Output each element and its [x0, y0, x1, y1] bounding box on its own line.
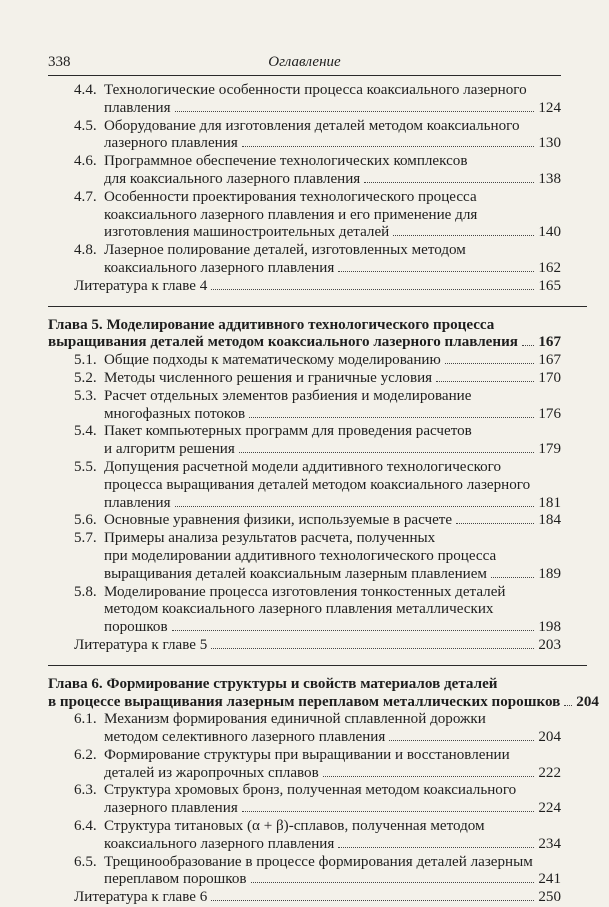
entry-text: в процессе выращивания лазерным переплавом металлических порошков	[48, 693, 561, 710]
literature-label: Литература к главе 5	[74, 636, 208, 653]
entry-body	[99, 512, 561, 530]
literature-label: Литература к главе 4	[74, 277, 208, 294]
leader-dots	[364, 182, 534, 183]
entry-number: 5.6.	[74, 512, 97, 529]
entry-last-line	[104, 619, 561, 637]
entry-text-line: Допущения расчетной модели аддитивного технологического	[104, 458, 502, 475]
toc-entry	[74, 459, 561, 512]
chapter-heading	[48, 317, 561, 353]
page-number: 338	[48, 54, 71, 70]
entry-last-line	[104, 729, 561, 747]
leader-dots	[211, 900, 534, 901]
running-title: Оглавление	[268, 54, 341, 70]
entry-text: изготовления машиностроительных деталей	[104, 224, 390, 241]
entry-text: деталей из жаропрочных сплавов	[104, 764, 319, 781]
entry-text: Основные уравнения физики, используемые в расчете	[104, 512, 453, 529]
entry-text-line: Лазерное полирование деталей, изготовленных методом	[104, 242, 466, 259]
leader-dots	[175, 111, 535, 112]
chapter-title-line: Глава 5. Моделирование аддитивного технологического процесса	[48, 316, 495, 333]
leader-dots	[436, 381, 534, 382]
entry-number: 5.7.	[74, 530, 97, 547]
entry-number: 5.1.	[74, 352, 97, 369]
entry-last-line	[104, 171, 561, 189]
page-reference: 222	[538, 764, 561, 781]
entry-text-line: Моделирование процесса изготовления тонкостенных деталей	[104, 583, 506, 600]
entry-text: Методы численного решения и граничные условия	[104, 369, 433, 386]
entry-body	[99, 854, 561, 890]
page-reference: 198	[538, 619, 561, 636]
entry-last-line	[104, 800, 561, 818]
leader-dots	[491, 577, 534, 578]
toc-entry	[74, 352, 561, 370]
entry-text: выращивания деталей методом коаксиального лазерного плавления	[48, 334, 518, 351]
toc-entry	[74, 242, 561, 278]
header-rule	[48, 75, 561, 76]
entry-last-line	[48, 334, 561, 352]
entry-text-line: Особенности проектирования технологического процесса	[104, 188, 477, 205]
entry-last-line	[104, 871, 561, 889]
entry-last-line	[104, 260, 561, 278]
entry-text-line: Трещинообразование в процессе формирования деталей лазерным	[104, 853, 533, 870]
leader-dots	[389, 740, 534, 741]
page-reference: 241	[538, 871, 561, 888]
entry-text-line: Формирование структуры при выращивании и восстановлении	[104, 746, 510, 763]
literature-label: Литература к главе 6	[74, 889, 208, 906]
leader-dots	[564, 705, 572, 706]
entry-number: 5.2.	[74, 369, 97, 386]
entry-last-line	[48, 693, 599, 712]
entry-last-line	[104, 100, 561, 118]
entry-number: 5.8.	[74, 583, 97, 600]
entry-text-line: процесса выращивания деталей методом коаксиального лазерного	[104, 476, 531, 493]
entry-text-line: Структура хромовых бронз, полученная методом коаксиального	[104, 782, 517, 799]
page-reference: 162	[538, 259, 561, 276]
entry-body	[99, 711, 561, 747]
entry-text: коаксиального лазерного плавления	[104, 259, 335, 276]
entry-text-line: Оборудование для изготовления деталей методом коаксиального	[104, 117, 520, 134]
entry-body	[99, 423, 561, 459]
toc-entry	[74, 512, 561, 530]
entry-body	[99, 189, 561, 242]
entry-body	[99, 153, 561, 189]
toc-entry	[74, 153, 561, 189]
entry-body	[99, 352, 561, 370]
page-reference: 250	[538, 889, 561, 906]
toc-entry	[74, 82, 561, 118]
leader-dots	[456, 523, 534, 524]
entry-text-line: Механизм формирования единичной сплавленной дорожки	[104, 711, 486, 728]
entry-body	[99, 242, 561, 278]
leader-dots	[323, 776, 535, 777]
page-reference: 167	[538, 334, 561, 351]
entry-text-line: Структура титановых (α + β)-сплавов, полученная методом	[104, 818, 485, 835]
chapter-heading	[48, 675, 599, 712]
entry-body	[99, 747, 561, 783]
leader-dots	[522, 345, 534, 346]
toc-entry	[74, 854, 561, 890]
leader-dots	[249, 417, 534, 418]
entry-text-line: Технологические особенности процесса коаксиального лазерного	[104, 82, 527, 98]
entry-last-line	[104, 406, 561, 424]
entry-text-line: коаксиального лазерного плавления и его применение для	[104, 206, 478, 223]
toc-entry	[74, 118, 561, 154]
toc-entry	[74, 818, 561, 854]
entry-text: для коаксиального лазерного плавления	[104, 170, 361, 187]
page-reference: 224	[538, 800, 561, 817]
entry-body	[99, 584, 561, 637]
page-reference: 184	[538, 512, 561, 529]
entry-last-line	[104, 352, 561, 370]
entry-body	[99, 530, 561, 583]
entry-number: 6.3.	[74, 782, 97, 799]
entry-body	[99, 118, 561, 154]
entry-text: лазерного плавления	[104, 135, 238, 152]
leader-dots	[445, 363, 535, 364]
entry-text-line: при моделировании аддитивного технологического процесса	[104, 547, 497, 564]
page-reference: 138	[538, 170, 561, 187]
entry-number: 5.3.	[74, 387, 97, 404]
chapter-separator	[48, 306, 587, 307]
literature-entry	[74, 637, 561, 655]
entry-text: плавления	[104, 494, 171, 511]
entry-text-line: методом коаксиального лазерного плавления металлических	[104, 601, 494, 618]
entry-text: плавления	[104, 99, 171, 116]
page-reference: 203	[538, 636, 561, 653]
entry-text: порошков	[104, 619, 168, 636]
chapter-title-line: Глава 6. Формирование структуры и свойств материалов деталей	[48, 675, 498, 692]
page-reference: 124	[538, 99, 561, 116]
entry-text: лазерного плавления	[104, 800, 238, 817]
toc-entry	[74, 423, 561, 459]
entry-number: 6.4.	[74, 818, 97, 835]
entry-text-line: Расчет отдельных элементов разбиения и моделирование	[104, 387, 472, 404]
entry-number: 4.8.	[74, 242, 97, 259]
entry-text-line: Примеры анализа результатов расчета, полученных	[104, 530, 436, 547]
entry-number: 4.4.	[74, 82, 97, 98]
entry-number: 5.5.	[74, 458, 97, 475]
entry-text: выращивания деталей коаксиальным лазерным плавлением	[104, 565, 487, 582]
entry-text: методом селективного лазерного плавления	[104, 729, 386, 746]
entry-number: 4.7.	[74, 188, 97, 205]
toc-entry	[74, 530, 561, 583]
entry-text: Общие подходы к математическому моделированию	[104, 352, 441, 369]
entry-number: 6.2.	[74, 746, 97, 763]
entry-number: 5.4.	[74, 423, 97, 440]
page-reference: 181	[538, 494, 561, 511]
toc-entry	[74, 747, 561, 783]
toc-entry	[74, 189, 561, 242]
leader-dots	[211, 648, 534, 649]
toc-entry	[74, 584, 561, 637]
entry-body	[99, 82, 561, 118]
leader-dots	[338, 847, 534, 848]
entry-last-line	[104, 836, 561, 854]
entry-last-line	[104, 512, 561, 530]
toc-entry	[74, 782, 561, 818]
page-reference: 179	[538, 441, 561, 458]
literature-entry	[74, 889, 561, 907]
entry-number: 6.1.	[74, 711, 97, 728]
entry-last-line	[104, 224, 561, 242]
leader-dots	[211, 289, 534, 290]
entry-last-line	[104, 495, 561, 513]
entry-text: многофазных потоков	[104, 405, 246, 422]
literature-entry	[74, 278, 561, 296]
toc-entry	[74, 370, 561, 388]
running-header	[48, 52, 561, 76]
entry-body	[99, 782, 561, 818]
page-reference: 170	[538, 369, 561, 386]
entry-last-line	[104, 441, 561, 459]
entry-number: 4.6.	[74, 153, 97, 170]
page-reference: 176	[538, 405, 561, 422]
entry-body	[99, 388, 561, 424]
page-reference: 130	[538, 135, 561, 152]
page-reference: 167	[538, 352, 561, 369]
table-of-contents	[48, 82, 599, 907]
entry-text: коаксиального лазерного плавления	[104, 835, 335, 852]
entry-text-line: Пакет компьютерных программ для проведения расчетов	[104, 423, 472, 440]
page-reference: 204	[576, 693, 599, 710]
toc-entry	[74, 711, 561, 747]
leader-dots	[338, 271, 534, 272]
leader-dots	[175, 506, 535, 507]
leader-dots	[251, 882, 535, 883]
leader-dots	[393, 235, 534, 236]
entry-last-line	[104, 370, 561, 388]
leader-dots	[239, 452, 535, 453]
entry-text: переплавом порошков	[104, 871, 247, 888]
entry-body	[99, 818, 561, 854]
entry-text-line: Программное обеспечение технологических комплексов	[104, 153, 468, 170]
entry-text: и алгоритм решения	[104, 441, 235, 458]
leader-dots	[242, 811, 535, 812]
page-reference: 204	[538, 729, 561, 746]
entry-number: 4.5.	[74, 117, 97, 134]
toc-entry	[74, 388, 561, 424]
entry-number: 6.5.	[74, 853, 97, 870]
entry-last-line	[104, 765, 561, 783]
page-reference: 234	[538, 835, 561, 852]
entry-body	[99, 370, 561, 388]
entry-last-line	[104, 135, 561, 153]
leader-dots	[242, 146, 535, 147]
entry-last-line	[104, 566, 561, 584]
page-reference: 189	[538, 565, 561, 582]
chapter-separator	[48, 665, 587, 666]
page-reference: 165	[538, 277, 561, 294]
page-reference: 140	[538, 224, 561, 241]
entry-body	[99, 459, 561, 512]
leader-dots	[172, 630, 535, 631]
